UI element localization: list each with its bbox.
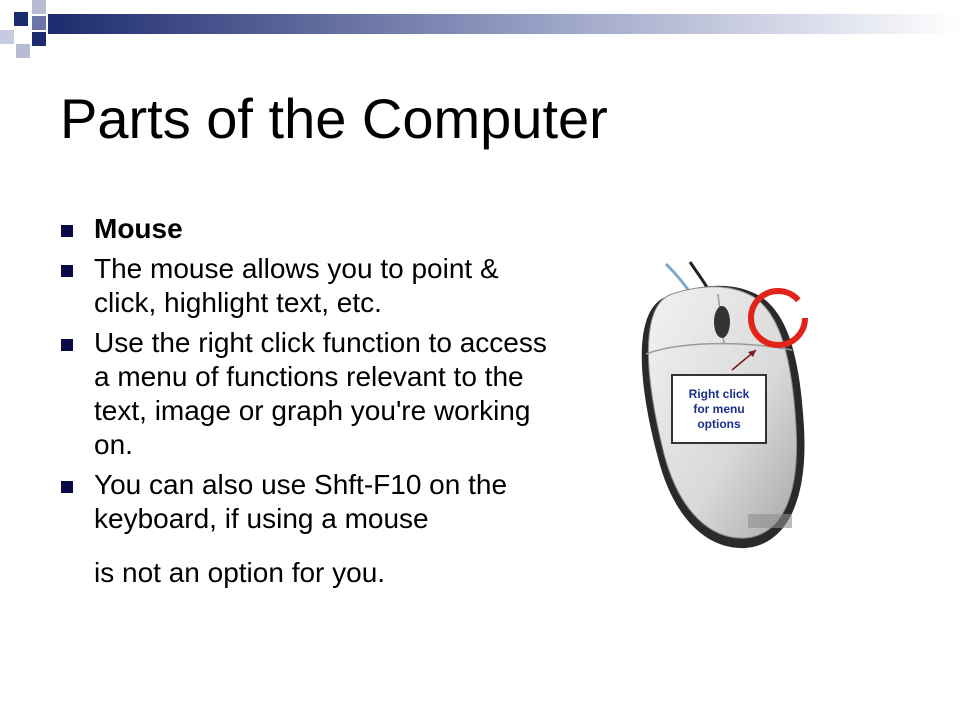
bullet-item xyxy=(60,468,550,536)
bullet-text: Use the right click function to access a menu of functions relevant to the text, image or graph you're working on. xyxy=(94,327,547,460)
header-decoration xyxy=(0,0,960,60)
bullet-text: Mouse xyxy=(94,213,183,244)
bullet-item xyxy=(60,252,550,320)
header-gradient-bar xyxy=(48,14,960,34)
bullet-continuation: is not an option for you. xyxy=(94,557,386,588)
callout-text: Right click for menu options xyxy=(688,386,750,431)
header-square-pale xyxy=(0,30,14,44)
square-bullet-icon xyxy=(61,481,73,493)
header-square-light xyxy=(32,0,46,14)
bullet-item xyxy=(60,212,550,246)
square-bullet-icon xyxy=(61,225,73,237)
bullet-list xyxy=(60,212,550,542)
header-square-pale-2 xyxy=(16,44,30,58)
scroll-wheel xyxy=(714,306,730,338)
header-square-navy-2 xyxy=(32,32,46,46)
header-square-navy xyxy=(14,12,28,26)
bullet-text: The mouse allows you to point & click, highlight text, etc. xyxy=(94,253,499,318)
bullet-item xyxy=(60,326,550,462)
square-bullet-icon xyxy=(61,265,73,277)
header-square-mid xyxy=(32,16,46,30)
square-bullet-icon xyxy=(61,339,73,351)
bullet-text: You can also use Shft-F10 on the keyboard, if using a mouse xyxy=(94,469,508,534)
callout-box xyxy=(671,374,767,444)
mouse-grip-lines xyxy=(748,514,792,528)
slide-title: Parts of the Computer xyxy=(60,87,608,150)
